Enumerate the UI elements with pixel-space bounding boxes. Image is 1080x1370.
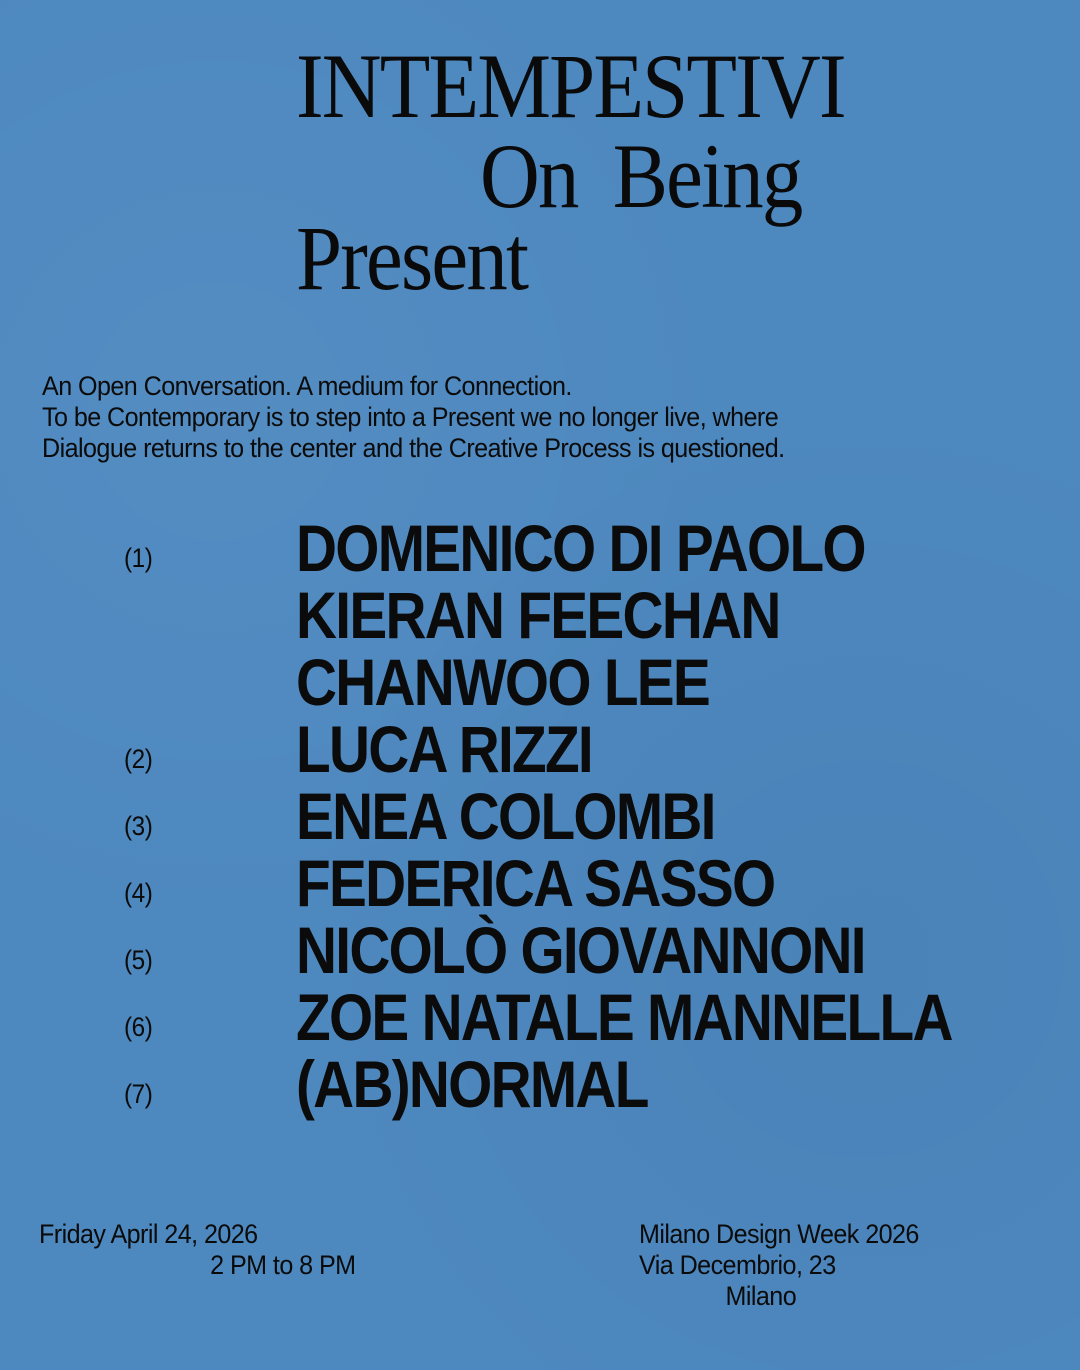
intro-text [42, 371, 840, 464]
lineup-name: ZOE NATALE MANNELLA [296, 980, 952, 1054]
event-address: Via Decembrio, 23 [639, 1250, 836, 1280]
lineup-name: FEDERICA SASSO [296, 846, 775, 920]
lineup-name: KIERAN FEECHAN [296, 578, 780, 652]
lineup-row [0, 645, 1080, 719]
lineup-row [0, 913, 1080, 987]
intro-line-2: To be Contemporary is to step into a Present we no longer live, where [42, 402, 779, 432]
lineup-row [0, 846, 1080, 920]
lineup-number: (2) [124, 744, 153, 774]
lineup-number: (7) [124, 1079, 153, 1109]
event-name: Milano Design Week 2026 [639, 1219, 919, 1249]
lineup-number: (3) [124, 811, 153, 841]
event-location [639, 1219, 940, 1312]
intro-line-3: Dialogue returns to the center and the Creative Process is questioned. [42, 433, 785, 463]
lineup-number: (4) [124, 878, 153, 908]
lineup-row [0, 980, 1080, 1054]
lineup-name: LUCA RIZZI [296, 712, 592, 786]
lineup-name: DOMENICO DI PAOLO [296, 511, 865, 585]
lineup-name: ENEA COLOMBI [296, 779, 715, 853]
event-city: Milano [725, 1281, 797, 1311]
lineup-row [0, 578, 1080, 652]
lineup-row [0, 712, 1080, 786]
lineup-name: NICOLÒ GIOVANNONI [296, 913, 865, 987]
lineup-number: (5) [124, 945, 153, 975]
title-line-on-being: On Being [480, 125, 802, 227]
event-time: 2 PM to 8 PM [210, 1250, 356, 1280]
title-line-present: Present [296, 207, 528, 309]
event-date: Friday April 24, 2026 [39, 1219, 258, 1249]
speaker-lineup [0, 511, 1080, 1121]
lineup-name: (AB)NORMAL [296, 1047, 648, 1121]
title-line-intempestivi: INTEMPESTIVI [296, 35, 845, 137]
lineup-row [0, 779, 1080, 853]
lineup-row [0, 1047, 1080, 1121]
intro-line-1: An Open Conversation. A medium for Connection. [42, 371, 572, 401]
lineup-row [0, 511, 1080, 585]
lineup-name: CHANWOO LEE [296, 645, 710, 719]
event-date-time [39, 1219, 379, 1281]
lineup-number: (6) [124, 1012, 153, 1042]
lineup-number: (1) [124, 543, 153, 573]
